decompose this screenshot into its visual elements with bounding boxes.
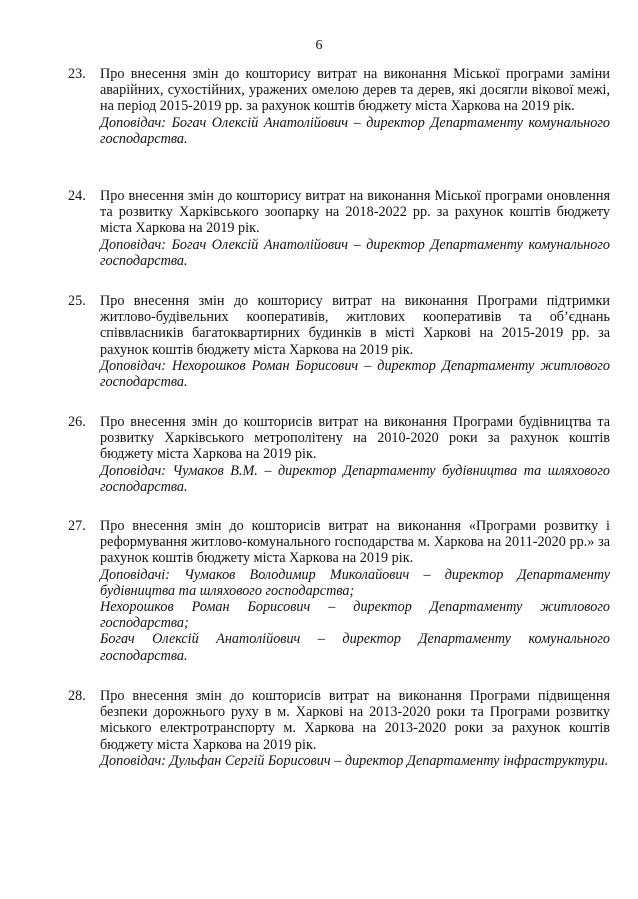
agenda-item-25 [68, 293, 610, 390]
agenda-item-26 [68, 414, 610, 495]
item-number: 28. [68, 688, 86, 704]
item-title: Про внесення змін до кошторису витрат на виконання Міської програми заміни аварійних, сухостійних, уражених омелою дерев та дерев, які досягли вікової межі, на період 2015-2019 рр. за рахунок коштів бюджету міста Харкова на 2019 рік. [100, 66, 610, 115]
agenda-item-23 [68, 66, 610, 147]
item-title: Про внесення змін до кошторисів витрат на виконання Програми будівництва та розвитку Харківського метрополітену на 2010-2020 роки за рахунок коштів бюджету міста Харкова на 2019 рік. [100, 414, 610, 463]
speaker-line [100, 567, 610, 599]
agenda-item-28 [68, 688, 610, 769]
speaker-label: Доповідачі: [100, 566, 170, 583]
speaker-label: Доповідач: [100, 236, 166, 253]
item-number: 25. [68, 293, 86, 309]
speaker-line [100, 237, 610, 269]
agenda-item-24 [68, 188, 610, 269]
agenda-item-27 [68, 518, 610, 664]
item-title: Про внесення змін до кошторисів витрат на виконання «Програми розвитку і реформування житлово-комунального господарства м. Харкова на 2011-2020 рр.» за рахунок коштів бюджету міста Харкова на 2019 рік. [100, 518, 610, 567]
item-title: Про внесення змін до кошторису витрат на виконання Програми підтримки житлово-будівельних кооперативів, житлових кооперативів та об’єднань співвласників багатоквартирних будинків в місті Харкові на 2015-2019 рр. за рахунок коштів бюджету міста Харкова на 2019 рік. [100, 293, 610, 358]
item-number: 26. [68, 414, 86, 430]
speaker-line: Нехорошков Роман Борисович – директор Департаменту житлового господарства; [100, 599, 610, 632]
speaker-label: Доповідач: [100, 752, 166, 769]
item-title: Про внесення змін до кошторису витрат на виконання Міської програми оновлення та розвитку Харківського зоопарку на 2018-2022 рр. за рахунок коштів бюджету міста Харкова на 2019 рік. [100, 188, 610, 237]
speaker-text: Дульфан Сергій Борисович – директор Департаменту інфраструктури. [169, 752, 609, 769]
speaker-line [100, 358, 610, 390]
speaker-text: Богач Олексій Анатолійович – директор Департаменту комунального господарства. [100, 114, 610, 147]
speaker-text: Чумаков Володимир Миколайович – директор Департаменту будівництва та шляхового господарства; [100, 566, 610, 599]
speaker-text: Нехорошков Роман Борисович – директор Департаменту житлового господарства. [100, 357, 610, 391]
speaker-line: Богач Олексій Анатолійович – директор Департаменту комунального господарства. [100, 631, 610, 664]
item-title: Про внесення змін до кошторисів витрат на виконання Програми підвищення безпеки дорожнього руху в м. Харкові на 2013-2020 роки та Програми розвитку міського електротранспорту м. Харкова на 2013-2020 роки за рахунок коштів бюджету міста Харкова на 2019 рік. [100, 688, 610, 753]
speaker-text: Чумаков В.М. – директор Департаменту будівництва та шляхового господарства. [100, 462, 610, 495]
speaker-line [100, 463, 610, 495]
page-number: 6 [315, 38, 323, 53]
speaker-label: Доповідач: [100, 462, 166, 479]
item-number: 27. [68, 518, 86, 534]
speaker-line [100, 115, 610, 147]
speaker-line [100, 753, 610, 769]
speaker-text: Богач Олексій Анатолійович – директор Департаменту комунального господарства. [100, 236, 610, 269]
speaker-label: Доповідач: [100, 114, 166, 131]
item-number: 23. [68, 66, 86, 82]
item-number: 24. [68, 188, 86, 204]
speaker-label: Доповідач: [100, 357, 166, 374]
